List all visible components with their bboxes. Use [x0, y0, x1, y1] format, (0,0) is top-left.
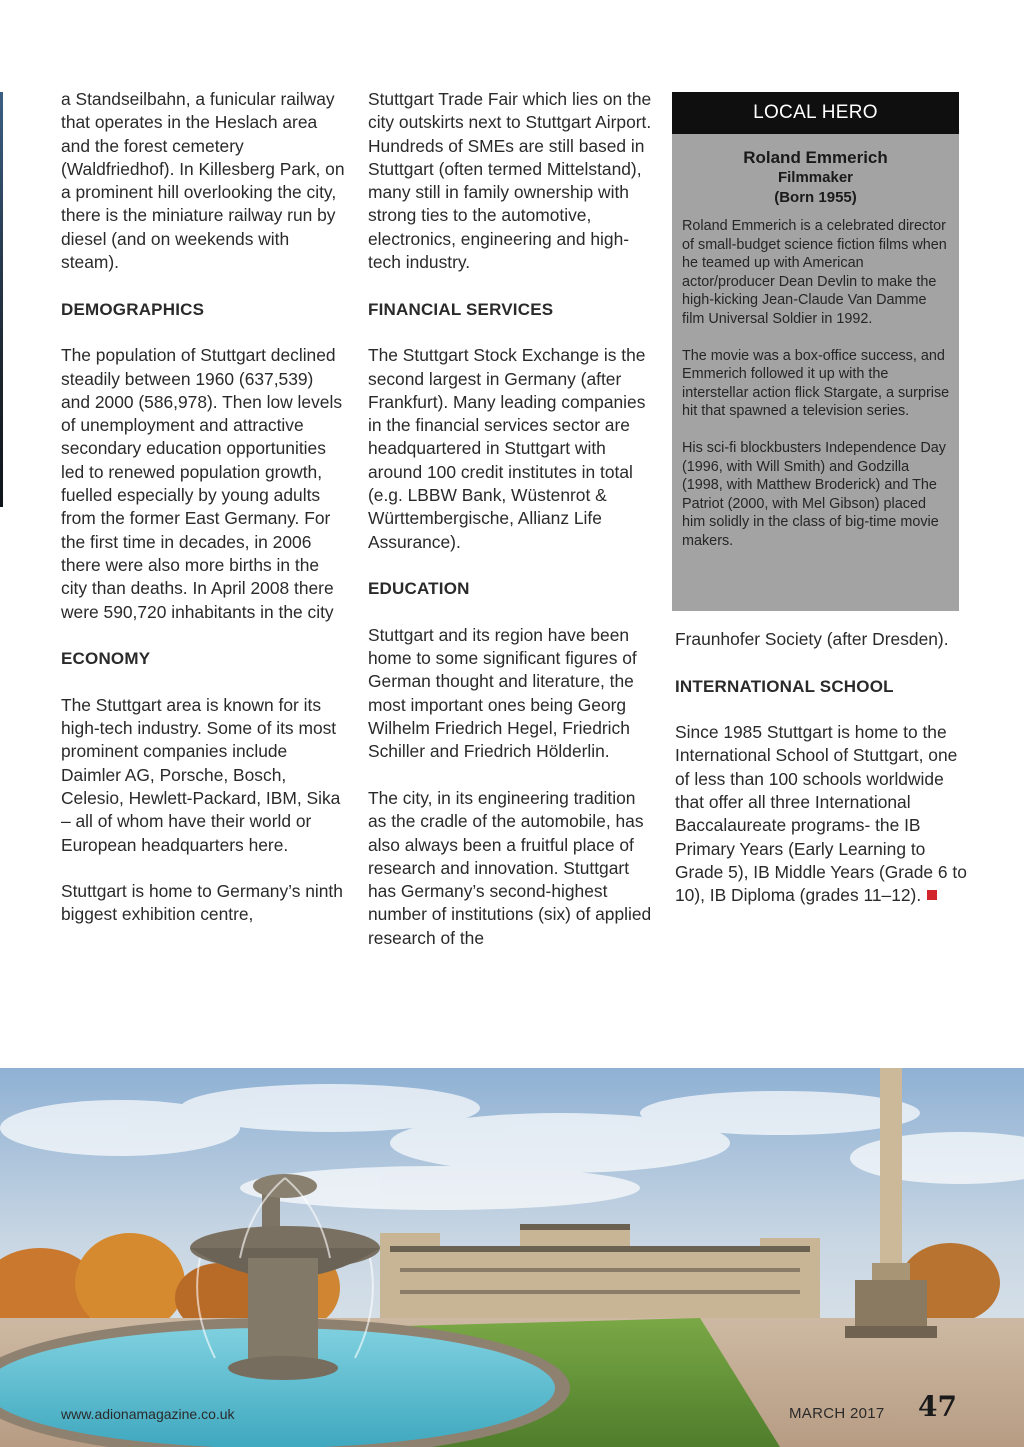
heading-financial-services: FINANCIAL SERVICES [368, 299, 554, 319]
paragraph-demographics: The population of Stuttgart declined steadily between 1960 (637,539) and 2000 (586,978). Then low levels of unemployment and attractive secondary education opportunities led to renewed population growth, fuelled especially by young adults from the former East Germany. For the first time in decades, in 2006 there were also more births in the city than deaths. In April 2008 there were 590,720 inhabitants in the city [61, 345, 343, 622]
article-end-mark [927, 890, 937, 900]
footer-website: www.adionamagazine.co.uk [61, 1406, 235, 1422]
heading-economy: ECONOMY [61, 649, 151, 669]
article-column-3 [675, 628, 970, 931]
paragraph-fraunhofer: Fraunhofer Society (after Dresden). [675, 629, 949, 649]
paragraph-education: Stuttgart and its region have been home to some significant figures of German thought and literature, the most important ones being Georg Wilhelm Friedrich Hegel, Friedrich Schiller and Friedrich Hölderlin. [368, 624, 637, 762]
hero-born: (Born 1955) [774, 189, 857, 206]
paragraph-trade-fair: Stuttgart Trade Fair which lies on the city outskirts next to Stuttgart Airport. Hundreds of SMEs are still based in Stuttgart (often termed Mittelstand), many still in family ownership with strong ties to the automotive, electronics, engineering and high-tech industry. [368, 89, 652, 273]
paragraph-economy: The Stuttgart area is known for its high-tech industry. Some of its most prominent companies include Daimler AG, Porsche, Bosch, Celesio, Hewlett-Packard, IBM, Sika – all of whom have their world or European headquarters here. [61, 694, 341, 855]
heading-demographics: DEMOGRAPHICS [61, 299, 205, 319]
page-number: 47 [918, 1390, 957, 1423]
hero-paragraph: The movie was a box-office success, and Emmerich followed it up with the interstellar action flick Stargate, a surprise hit that spawned a television series. [682, 347, 950, 419]
hero-paragraph: Roland Emmerich is a celebrated director of small-budget science fiction films when he teamed up with American actor/producer Dean Devlin to make the high-kicking Jean-Claude Van Damme film Universal Soldier in 1992. [682, 218, 947, 327]
paragraph-financial: The Stuttgart Stock Exchange is the second largest in Germany (after Frankfurt). Many leading companies in the financial services sector are headquartered in Stuttgart with around 100 credit institutes in total (e.g. LBBW Bank, Wüstenrot & Württembergische, Allianz Life Assurance). [368, 345, 646, 552]
edge-photo-strip [0, 92, 3, 507]
paragraph-school [675, 721, 970, 907]
hero-bio [672, 208, 959, 550]
local-hero-sidebar [672, 92, 959, 611]
sidebar-header: LOCAL HERO [672, 92, 959, 134]
footer-issue-date: MARCH 2017 [789, 1405, 885, 1422]
hero-role: Filmmaker [777, 169, 854, 186]
hero-paragraph: His sci-fi blockbusters Independence Day (1996, with Will Smith) and Godzilla (1998, with Matthew Broderick) and The Patriot (2000, with Mel Gibson) placed him solidly in the class of big-time movie makers. [682, 440, 946, 549]
schlossplatz-photo [0, 1068, 1024, 1447]
hero-name: Roland Emmerich [743, 148, 888, 167]
paragraph-exhibition: Stuttgart is home to Germany’s ninth biggest exhibition centre, [61, 881, 343, 925]
paragraph-research: The city, in its engineering tradition as the cradle of the automobile, has also always been a fruitful place of research and innovation. Stuttgart has Germany’s second-highest number of institutions (six) of applied research of the [368, 787, 652, 948]
paragraph-funicular: a Standseilbahn, a funicular railway that operates in the Heslach area and the forest cemetery (Waldfriedhof). In Killesberg Park, on a prominent hill overlooking the city, there is the miniature railway run by diesel (and on weekends with steam). [61, 89, 345, 273]
heading-education: EDUCATION [368, 579, 470, 599]
heading-international-school: INTERNATIONAL SCHOOL [675, 676, 894, 696]
article-column-2 [368, 88, 658, 973]
school-text: Since 1985 Stuttgart is home to the International School of Stuttgart, one of less than 100 schools worldwide that offer all three International Baccalaureate programs- the IB Primary Years (Early Learning to Grade 5), IB Middle Years (Grade 6 to 10), IB Diploma (grades 11–12). [675, 722, 967, 906]
article-column-1 [61, 88, 347, 950]
